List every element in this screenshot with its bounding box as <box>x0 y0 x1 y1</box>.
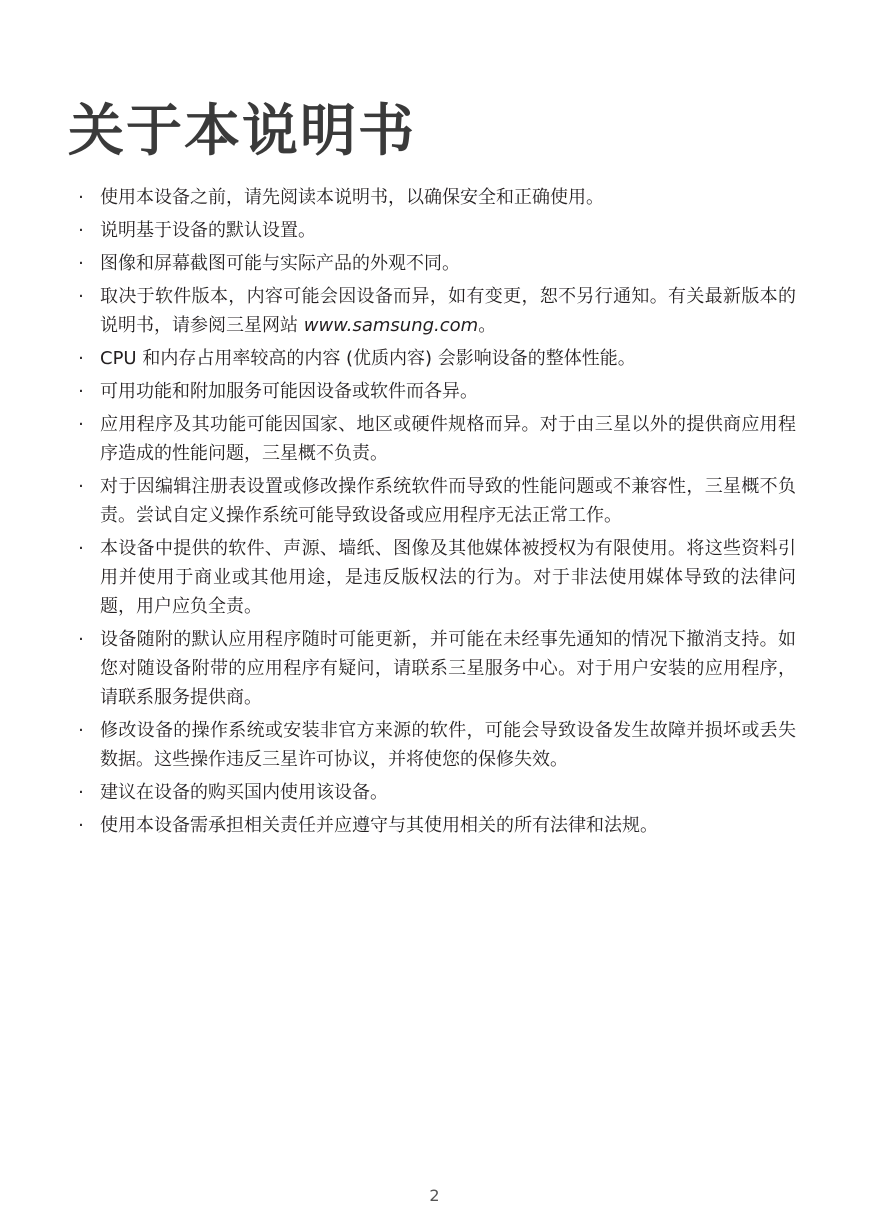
bullet-list <box>74 183 796 844</box>
list-item <box>74 249 796 278</box>
list-item <box>74 811 796 840</box>
bullet-icon: · <box>78 782 84 803</box>
list-item <box>74 282 796 340</box>
list-item <box>74 472 796 530</box>
page-title: 关于本说明书 <box>68 99 416 164</box>
list-item-text: 设备随附的默认应用程序随时可能更新，并可能在未经事先通知的情况下撤消支持。如您对随设备附带的应用程序有疑问，请联系三星服务中心。对于用户安装的应用程序，请联系服务提供商。 <box>100 629 796 708</box>
bullet-icon: · <box>78 720 84 741</box>
bullet-icon: · <box>78 220 84 241</box>
list-item-text: 应用程序及其功能可能因国家、地区或硬件规格而异。对于由三星以外的提供商应用程序造成的性能问题，三星概不负责。 <box>100 414 796 464</box>
list-item-text: 建议在设备的购买国内使用该设备。 <box>100 782 388 803</box>
list-item-text: 修改设备的操作系统或安装非官方来源的软件，可能会导致设备发生故障并损坏或丢失数据。这些操作违反三星许可协议，并将使您的保修失效。 <box>100 720 796 770</box>
list-item-suffix: 。 <box>478 315 497 336</box>
bullet-icon: · <box>78 538 84 559</box>
list-item-text: 本设备中提供的软件、声源、墙纸、图像及其他媒体被授权为有限使用。将这些资料引用并使用于商业或其他用途，是违反版权法的行为。对于非法使用媒体导致的法律问题，用户应负全责。 <box>100 538 796 617</box>
bullet-icon: · <box>78 476 84 497</box>
list-item <box>74 216 796 245</box>
list-item-text: 使用本设备之前，请先阅读本说明书，以确保安全和正确使用。 <box>100 187 604 208</box>
bullet-icon: · <box>78 414 84 435</box>
list-item <box>74 183 796 212</box>
list-item-text: 对于因编辑注册表设置或修改操作系统软件而导致的性能问题或不兼容性，三星概不负责。尝试自定义操作系统可能导致设备或应用程序无法正常工作。 <box>100 476 796 526</box>
bullet-icon: · <box>78 381 84 402</box>
bullet-icon: · <box>78 286 84 307</box>
list-item <box>74 410 796 468</box>
list-item-text: 可用功能和附加服务可能因设备或软件而各异。 <box>100 381 478 402</box>
list-item-text: 取决于软件版本，内容可能会因设备而异，如有变更，恕不另行通知。有关最新版本的说明书，请参阅三星网站 <box>100 286 796 336</box>
bullet-icon: · <box>78 253 84 274</box>
list-item <box>74 377 796 406</box>
list-item <box>74 534 796 621</box>
list-item <box>74 344 796 373</box>
samsung-website-link[interactable]: www.samsung.com <box>303 315 479 336</box>
list-item <box>74 625 796 712</box>
list-item-text: 使用本设备需承担相关责任并应遵守与其使用相关的所有法律和法规。 <box>100 815 658 836</box>
list-item <box>74 716 796 774</box>
bullet-icon: · <box>78 815 84 836</box>
page-number: 2 <box>429 1186 440 1205</box>
bullet-icon: · <box>78 187 84 208</box>
bullet-icon: · <box>78 348 84 369</box>
bullet-icon: · <box>78 629 84 650</box>
list-item <box>74 778 796 807</box>
list-item-text: 说明基于设备的默认设置。 <box>100 220 316 241</box>
list-item-text: CPU 和内存占用率较高的内容 (优质内容) 会影响设备的整体性能。 <box>100 348 636 369</box>
list-item-text: 图像和屏幕截图可能与实际产品的外观不同。 <box>100 253 460 274</box>
